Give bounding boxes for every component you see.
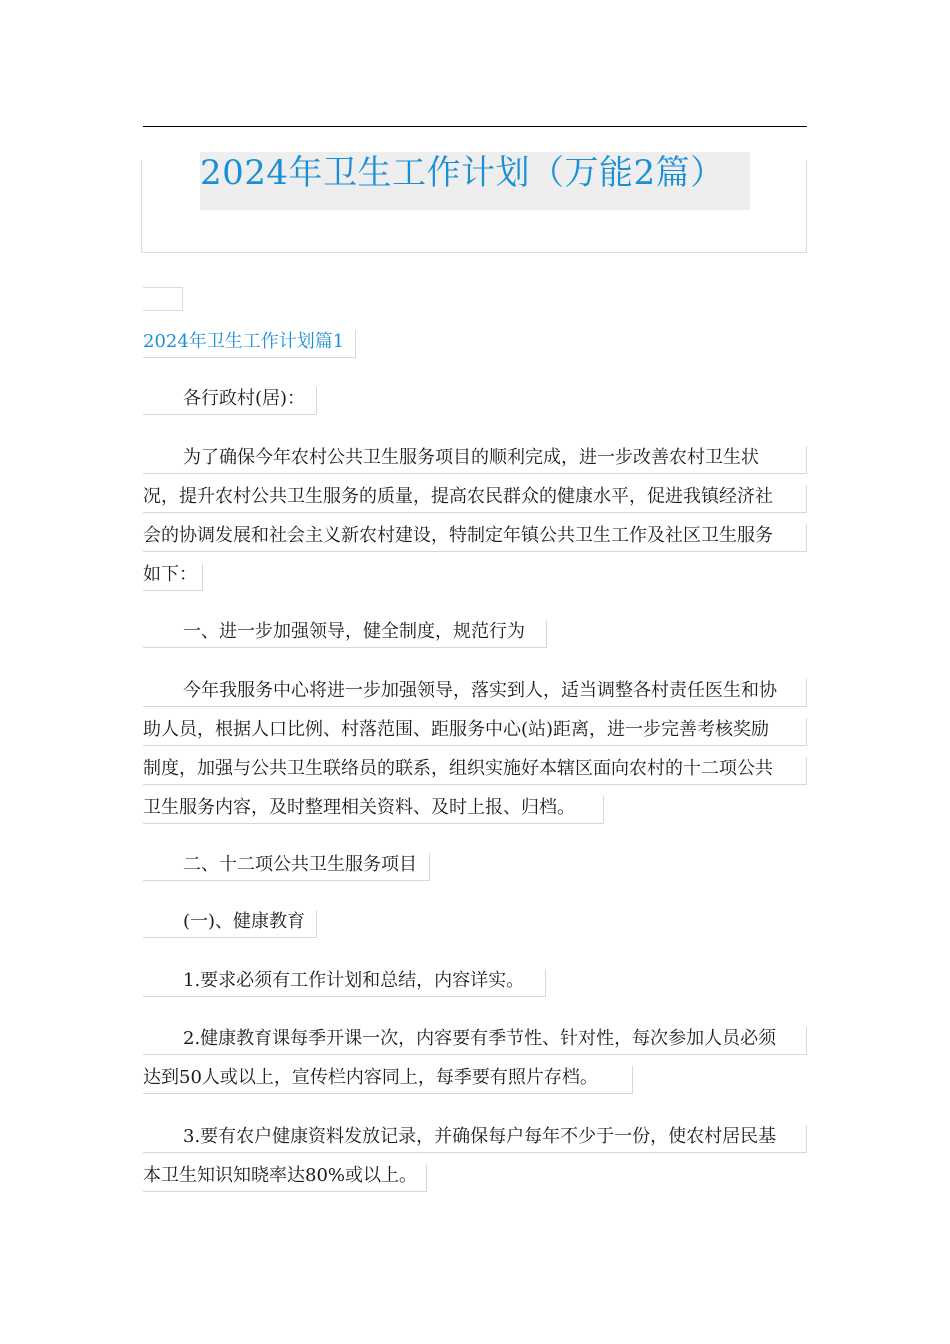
paragraph-line: 况，提升农村公共卫生服务的质量，提高农民群众的健康水平，促进我镇经济社 [143,485,807,513]
section-heading: 2024年卫生工作计划篇1 [143,330,356,358]
paragraph-line: 如下： [143,563,203,591]
paragraph-line: 卫生服务内容，及时整理相关资料、及时上报、归档。 [143,796,604,824]
paragraph-line: 为了确保今年农村公共卫生服务项目的顺利完成，进一步改善农村卫生状 [143,446,807,474]
list-item-line: 2.健康教育课每季开课一次，内容要有季节性、针对性，每次参加人员必须 [143,1027,807,1055]
salutation-line: 各行政村(居)： [143,387,317,415]
list-item-line: 达到50人或以上，宣传栏内容同上，每季要有照片存档。 [143,1066,633,1094]
list-item-line: 3.要有农户健康资料发放记录，并确保每户每年不少于一份，使农村居民基 [143,1125,807,1153]
list-item-line: 1.要求必须有工作计划和总结，内容详实。 [143,969,546,997]
heading-line: (一)、健康教育 [143,910,317,938]
heading-line: 二、十二项公共卫生服务项目 [143,853,430,881]
header-rule [143,126,807,127]
paragraph-line: 会的协调发展和社会主义新农村建设，特制定年镇公共卫生工作及社区卫生服务 [143,524,807,552]
document-title: 2024年卫生工作计划（万能2篇） [200,153,725,193]
paragraph-line: 制度，加强与公共卫生联络员的联系，组织实施好本辖区面向农村的十二项公共 [143,757,807,785]
list-item-line: 本卫生知识知晓率达80%或以上。 [143,1164,427,1192]
heading-line: 一、进一步加强领导，健全制度，规范行为 [143,620,547,648]
paragraph-line: 助人员，根据人口比例、村落范围、距服务中心(站)距离，进一步完善考核奖励 [143,718,807,746]
paragraph-line: 今年我服务中心将进一步加强领导，落实到人，适当调整各村责任医生和协 [143,679,807,707]
empty-frame [143,287,183,311]
